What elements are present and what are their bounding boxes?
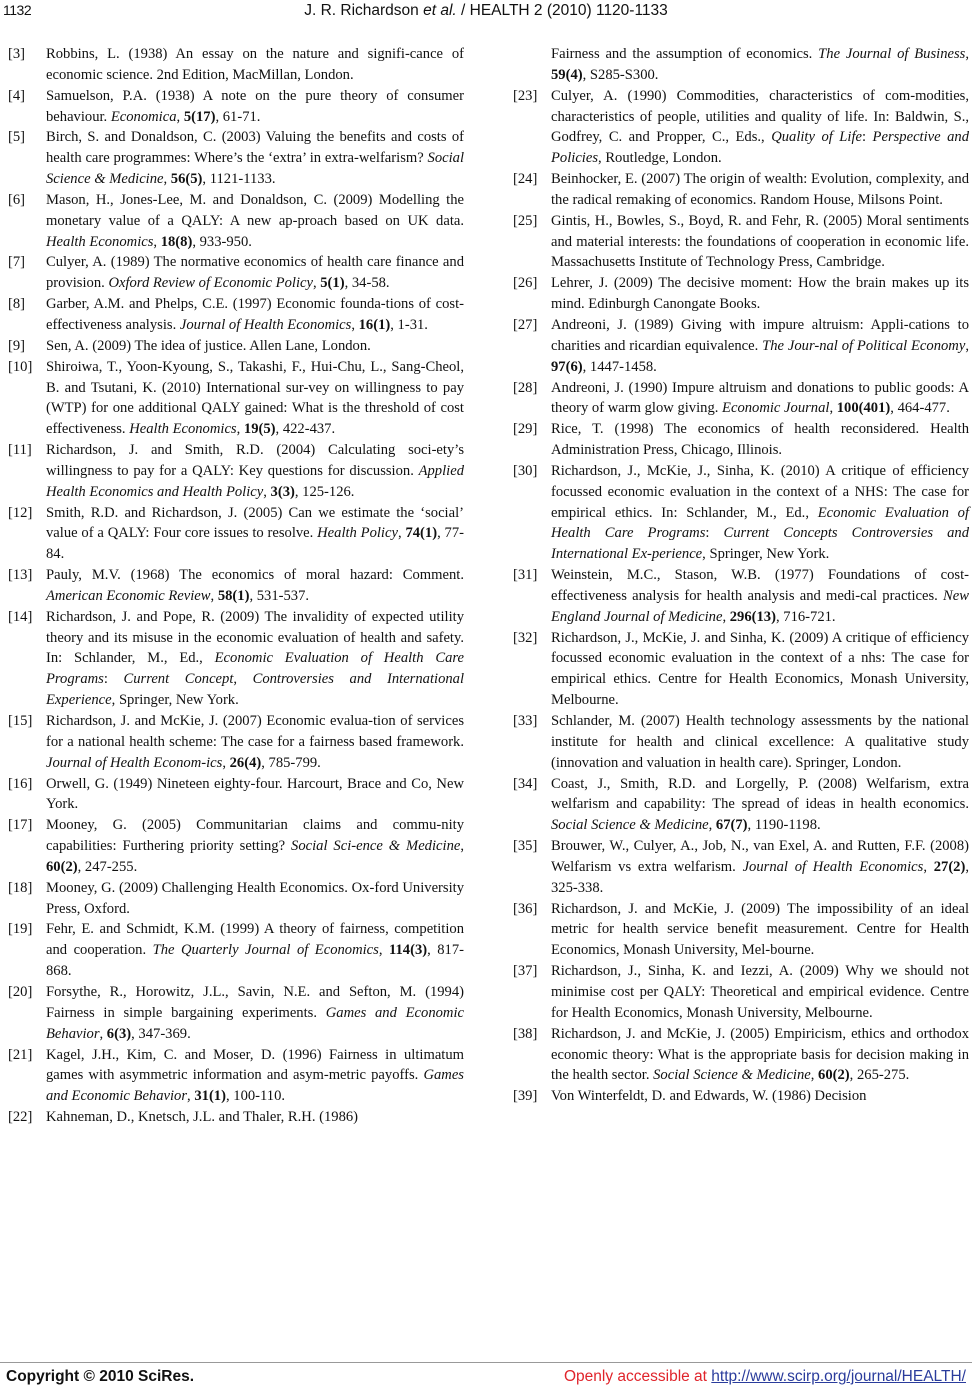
reference-number: [7] — [8, 254, 26, 271]
reference-segment: , 716-721. — [775, 608, 836, 625]
reference-source: Perspective and Policies — [551, 129, 969, 167]
reference-text — [551, 44, 969, 86]
reference-segment: , — [176, 108, 184, 125]
reference-volume: 114(3) — [389, 942, 428, 959]
reference-source: American Economic Review — [46, 587, 211, 604]
reference-segment: Garber, A.M. and Phelps, C.E. (1997) Economic founda-tions of cost-effectiveness analysis. — [46, 296, 464, 333]
reference-volume: 100(401) — [836, 400, 891, 417]
reference-number: [35] — [513, 838, 538, 855]
reference-source: Health Policy — [317, 525, 398, 542]
reference-source: Economic Evaluation of Health Care Programs — [551, 504, 970, 542]
reference-segment: , 34-58. — [344, 275, 390, 292]
reference-source: Games and Economic Behavior — [46, 1004, 464, 1042]
reference-number: [22] — [8, 1109, 33, 1126]
reference-source: Journal of Health Econom-ics — [46, 754, 223, 771]
reference-segment: , — [460, 838, 464, 855]
reference-item — [8, 190, 464, 253]
reference-number: [32] — [513, 629, 538, 646]
reference-number: [33] — [513, 713, 538, 729]
reference-volume: 5(1) — [320, 275, 345, 292]
reference-segment: , — [312, 275, 321, 292]
reference-text — [46, 336, 464, 357]
reference-volume: 74(1) — [405, 525, 438, 542]
reference-source: Applied Health Economics and Health Policy — [46, 462, 464, 500]
reference-segment: , — [378, 942, 389, 959]
reference-volume: 59(4) — [551, 66, 583, 83]
reference-number: [27] — [513, 316, 538, 333]
reference-text — [46, 1107, 464, 1128]
reference-source: Oxford Review of Economic Policy — [108, 275, 313, 292]
reference-segment: , 100-110. — [225, 1088, 286, 1105]
access-note — [564, 1368, 966, 1386]
reference-volume: 296(13) — [729, 608, 776, 625]
reference-segment: , 531-537. — [249, 587, 310, 604]
reference-text — [551, 273, 969, 315]
reference-text — [551, 378, 969, 420]
reference-segment: Culyer, A. (1990) Commodities, characteristics of com-modities, characteristics of people, utilities and quality of life. In: Baldwin, S., Godfrey, C. and Propper, C., Eds., — [551, 87, 969, 146]
reference-segment: Richardson, J. and Smith, R.D. (2004) Calculating soci-ety’s willingness to pay for a QALY: Key questions for discussion. — [46, 442, 464, 479]
reference-source: Current Concept — [123, 671, 234, 688]
reference-number: [15] — [8, 713, 33, 729]
reference-source: The Jour-nal of Political Economy — [762, 337, 966, 354]
reference-item — [8, 357, 464, 440]
reference-source: Economica — [110, 108, 177, 125]
reference-segment: Brouwer, W., Culyer, A., Job, N., van Exel, A. and Rutten, F.F. (2008) Welfarism vs extra welfarism. — [551, 838, 969, 875]
reference-segment: Andreoni, J. (1989) Giving with impure altruism: Appli-cations to charities and ricardian equivalence. — [551, 316, 969, 354]
reference-text — [46, 815, 464, 878]
reference-text — [551, 711, 969, 774]
reference-number: [29] — [513, 421, 538, 438]
reference-segment: , — [163, 171, 171, 188]
reference-text — [46, 919, 464, 982]
reference-number: [19] — [8, 921, 33, 938]
reference-number — [513, 44, 551, 86]
reference-item — [513, 774, 969, 837]
reference-number: [18] — [8, 879, 33, 896]
reference-source: Economic Journal — [722, 400, 830, 417]
reference-item — [8, 440, 464, 503]
reference-segment: , — [236, 421, 244, 438]
reference-item — [8, 815, 464, 878]
reference-segment: , 325-338. — [551, 858, 969, 896]
reference-number: [16] — [8, 775, 33, 792]
reference-volume: 6(3) — [106, 1025, 132, 1042]
reference-item — [513, 86, 969, 169]
reference-segment: , — [965, 337, 969, 354]
reference-number: [30] — [513, 462, 538, 479]
reference-number: [24] — [513, 171, 538, 188]
reference-text — [551, 774, 969, 837]
reference-segment: Mason, H., Jones-Lee, M. and Donaldson, C. (2009) Modelling the monetary value of a QALY: A new ap-proach based on UK data. — [46, 191, 464, 229]
reference-text — [551, 565, 969, 628]
reference-segment: Von Winterfeldt, D. and Edwards, W. (1986) Decision — [551, 1088, 867, 1105]
reference-source: Social Science & Medicine — [46, 150, 464, 188]
reference-segment: Richardson, J. and McKie, J. (2005) Empiricism, ethics and orthodox economic theory: What is the appropriate basis for decision making in the health sector. — [551, 1025, 969, 1084]
reference-text — [551, 211, 969, 274]
reference-segment: Orwell, G. (1949) Nineteen eighty-four. Harcourt, Brace and Co, New York. — [46, 775, 464, 813]
reference-segment: Coast, J., Smith, R.D. and Lorgelly, P. (2008) Welfarism, extra welfarism and capability: The spread of ideas in health economics. — [551, 775, 969, 813]
reference-source: Social Science & Medicine — [551, 817, 709, 834]
reference-text — [46, 190, 464, 253]
reference-segment: : — [103, 671, 124, 688]
references-left-column — [8, 44, 464, 1128]
reference-source: Economic Evaluation of Health Care Programs — [46, 650, 464, 688]
reference-text — [551, 899, 969, 962]
reference-segment: Robbins, L. (1938) An essay on the nature and signifi-cance of economic science. 2nd Edition, MacMillan, London. — [46, 46, 464, 83]
reference-segment: , — [810, 1067, 819, 1084]
reference-segment: Richardson, J. and McKie, J. (2007) Economic evalua-tion of services for a national health scheme: The case for a fairness based framework. — [46, 713, 464, 750]
reference-segment: , — [351, 316, 359, 333]
reference-segment: Fehr, E. and Schmidt, K.M. (1999) A theory of fairness, competition and cooperation. — [46, 921, 464, 959]
reference-segment: , S285-S300. — [582, 66, 659, 83]
reference-source: Social Sci-ence & Medicine — [291, 838, 461, 855]
reference-segment: , 422-437. — [275, 421, 336, 438]
reference-segment: Samuelson, P.A. (1938) A note on the pure theory of consumer behaviour. — [46, 87, 464, 125]
reference-segment: , 265-275. — [849, 1067, 910, 1084]
reference-text — [551, 836, 969, 899]
reference-segment: , 1190-1198. — [747, 817, 821, 834]
reference-item — [513, 565, 969, 628]
reference-volume: 27(2) — [933, 858, 966, 875]
reference-volume: 56(5) — [170, 171, 203, 188]
reference-text — [46, 1045, 464, 1108]
reference-text — [46, 44, 464, 86]
reference-item — [8, 86, 464, 128]
reference-item — [513, 1086, 969, 1107]
reference-text — [551, 86, 969, 169]
reference-text — [46, 357, 464, 440]
reference-number: [5] — [8, 129, 26, 146]
reference-segment: Shiroiwa, T., Yoon-Kyoung, S., Takashi, F., Hui-Chu, L., Sang-Cheol, B. and Tsutani, K. (2010) International sur-vey on willingness to pay (WTP) for one additional QALY gained: What is the threshold of cost effectiveness. — [46, 358, 464, 438]
reference-segment: Mooney, G. (2005) Communitarian claims and commu-nity capabilities: Furthering priority setting? — [46, 817, 464, 855]
reference-segment: , 785-799. — [261, 754, 321, 771]
reference-number: [11] — [8, 442, 32, 459]
reference-item — [8, 774, 464, 816]
reference-text — [46, 565, 464, 607]
reference-segment: Richardson, J., McKie, J. and Sinha, K. (2009) A critique of efficiency focussed economic evaluation in the context of a nhs: The case for empirical ethics. Centre for Health Economics, Monash University, Melbourne. — [551, 629, 969, 709]
reference-item — [513, 961, 969, 1024]
reference-source: The Quarterly Journal of Economics — [152, 942, 379, 959]
reference-text — [551, 461, 969, 565]
reference-segment: , — [222, 754, 230, 771]
reference-text — [551, 1086, 969, 1107]
reference-item — [513, 169, 969, 211]
reference-segment: Lehrer, J. (2009) The decisive moment: How the brain makes up its mind. Edinburgh Canongate Books. — [551, 275, 969, 313]
reference-segment: , Routledge, London. — [598, 150, 722, 167]
reference-text — [551, 1024, 969, 1087]
access-label: Openly accessible at — [563, 1368, 712, 1385]
reference-item — [8, 503, 464, 566]
reference-segment: , 933-950. — [192, 233, 252, 250]
reference-source: Current Concepts Controversies and International Ex-perience — [551, 525, 969, 563]
reference-number: [21] — [8, 1046, 33, 1063]
reference-source: Quality of Life — [771, 129, 862, 146]
reference-item — [8, 711, 464, 774]
reference-number: [25] — [513, 212, 538, 229]
reference-segment: , — [210, 587, 218, 604]
reference-item — [8, 127, 464, 190]
reference-number: [13] — [8, 567, 33, 584]
reference-segment: , 1447-1458. — [582, 358, 657, 375]
reference-number: [28] — [513, 379, 538, 396]
reference-volume: 3(3) — [270, 483, 295, 500]
reference-segment: , — [965, 46, 969, 62]
reference-source: Health Economics — [129, 421, 237, 438]
reference-item — [513, 211, 969, 274]
reference-number: [34] — [513, 775, 538, 792]
reference-volume: 18(8) — [160, 233, 193, 250]
reference-text — [46, 440, 464, 503]
reference-number: [9] — [8, 337, 26, 354]
reference-segment: Sen, A. (2009) The idea of justice. Allen Lane, London. — [46, 337, 371, 354]
reference-number: [37] — [513, 963, 538, 980]
reference-item — [513, 1024, 969, 1087]
reference-item — [513, 273, 969, 315]
reference-text — [46, 878, 464, 920]
reference-item — [8, 919, 464, 982]
reference-source: The Journal of Business — [818, 46, 966, 62]
reference-text — [46, 503, 464, 566]
reference-volume: 60(2) — [818, 1067, 850, 1084]
reference-text — [551, 419, 969, 461]
reference-item — [8, 1107, 464, 1128]
reference-segment: , Springer, New York. — [111, 692, 239, 709]
reference-text — [46, 294, 464, 336]
reference-number: [31] — [513, 567, 538, 584]
reference-text — [551, 315, 969, 378]
reference-text — [46, 252, 464, 294]
reference-segment: , 347-369. — [131, 1025, 191, 1042]
reference-segment: Birch, S. and Donaldson, C. (2003) Valuing the benefits and costs of health care programmes: Where’s the ‘extra’ in extra-welfarism? — [46, 129, 464, 167]
reference-item — [513, 378, 969, 420]
reference-segment: Forsythe, R., Horowitz, J.L., Savin, N.E. and Sefton, M. (1994) Fairness in simple bargaining experiments. — [46, 983, 464, 1021]
reference-segment: Kahneman, D., Knetsch, J.L. and Thaler, R.H. (1986) — [46, 1109, 359, 1126]
reference-number: [8] — [8, 296, 26, 313]
running-header — [0, 2, 972, 20]
reference-item — [8, 982, 464, 1045]
reference-volume: 58(1) — [217, 587, 250, 604]
reference-segment: Andreoni, J. (1990) Impure altruism and donations to public goods: A theory of warm glow giving. — [551, 379, 969, 417]
reference-segment: , 1-31. — [390, 316, 428, 333]
reference-number: [23] — [513, 87, 538, 104]
reference-segment: Schlander, M. (2007) Health technology assessments by the national institute for health and clinical excellence: A qualitative study (innovation and valuation in health care). Springer, London. — [551, 713, 969, 771]
page-number: 1132 — [3, 2, 32, 18]
reference-item — [8, 44, 464, 86]
reference-segment: Mooney, G. (2009) Challenging Health Economics. Ox-ford University Press, Oxford. — [46, 879, 464, 917]
reference-item — [8, 252, 464, 294]
reference-segment: , Springer, New York. — [702, 546, 830, 563]
reference-number: [26] — [513, 275, 538, 292]
reference-segment: Pauly, M.V. (1968) The economics of moral hazard: Comment. — [46, 567, 464, 584]
reference-segment: Richardson, J., Sinha, K. and Iezzi, A. (2009) Why we should not minimise cost per QALY: Theoretical and empirical evidence. Centre for Health Economics, Monash University, Melbourne. — [551, 963, 969, 1021]
reference-segment: , 61-71. — [215, 108, 261, 125]
reference-segment: Beinhocker, E. (2007) The origin of wealth: Evolution, complexity, and the radical remaking of economics. Random House, Milsons Point. — [551, 171, 969, 208]
reference-segment: Kagel, J.H., Kim, C. and Moser, D. (1996) Fairness in ultimatum games with asymmetric information and asym-metric payoffs. — [46, 1046, 464, 1084]
reference-text — [551, 961, 969, 1024]
reference-item — [8, 565, 464, 607]
reference-number: [17] — [8, 817, 33, 834]
reference-text — [46, 607, 464, 711]
reference-source: Journal of Health Economics — [742, 858, 924, 875]
reference-number: [6] — [8, 191, 26, 208]
reference-segment: , — [99, 1025, 107, 1042]
reference-number: [20] — [8, 983, 33, 1000]
reference-number: [4] — [8, 87, 26, 104]
reference-text — [551, 628, 969, 711]
reference-segment: , 247-255. — [77, 858, 138, 875]
reference-volume: 26(4) — [229, 754, 262, 771]
reference-item — [8, 607, 464, 711]
reference-segment: , 817-868. — [46, 942, 465, 980]
reference-text — [46, 982, 464, 1045]
reference-segment: Culyer, A. (1989) The normative economics of health care finance and provision. — [46, 254, 464, 292]
reference-number: [14] — [8, 608, 33, 625]
reference-segment: Smith, R.D. and Richardson, J. (2005) Can we estimate the ‘social’ value of a QALY: Four core issues to resolve. — [46, 504, 464, 542]
reference-segment: , — [923, 858, 934, 875]
header-authors: J. R. Richardson — [304, 2, 424, 19]
reference-segment: , — [829, 400, 837, 417]
reference-text — [46, 127, 464, 190]
journal-link[interactable]: http://www.scirp.org/journal/HEALTH/ — [711, 1368, 966, 1385]
reference-segment: Richardson, J., McKie, J., Sinha, K. (2010) A critique of efficiency focussed economic evaluation in the context of a NHS: The case for empirical ethics. In: Schlander, M., Ed., — [551, 462, 969, 521]
reference-source: Controversies and International Experience — [46, 671, 465, 709]
reference-segment: Weinstein, M.C., Stason, W.B. (1977) Foundations of cost-effectiveness analysis for health analysis and medi-cal practices. — [551, 567, 969, 604]
reference-segment: , 1121-1133. — [202, 171, 276, 188]
reference-segment: , 464-477. — [890, 400, 950, 417]
reference-item — [8, 1045, 464, 1108]
reference-item — [513, 461, 969, 565]
reference-segment: : — [705, 525, 724, 542]
reference-item — [8, 294, 464, 336]
reference-segment: : — [862, 129, 873, 146]
reference-number: [36] — [513, 900, 538, 917]
reference-item — [513, 899, 969, 962]
reference-text — [46, 774, 464, 816]
header-et-al: et al. — [423, 2, 457, 19]
reference-volume: 60(2) — [46, 858, 78, 875]
reference-segment: , — [397, 525, 406, 542]
footer-rule — [0, 1362, 972, 1363]
reference-item — [8, 878, 464, 920]
reference-volume: 97(6) — [551, 358, 583, 375]
reference-segment: Gintis, H., Bowles, S., Boyd, R. and Fehr, R. (2005) Moral sentiments and material interests: the foundations of cooperation in economic life. Massachusetts Institute of Technology Press, Cambridge. — [551, 212, 969, 271]
reference-volume: 31(1) — [194, 1088, 226, 1105]
reference-item — [513, 44, 969, 86]
reference-item — [513, 711, 969, 774]
reference-source: New England Journal of Medicine — [551, 587, 969, 625]
reference-source: Journal of Health Economics — [179, 316, 352, 333]
reference-segment: , — [233, 671, 253, 688]
reference-source: Games and Economic Behavior — [46, 1067, 464, 1105]
reference-source: Health Economics — [46, 233, 154, 250]
reference-text — [46, 711, 464, 774]
reference-segment: Richardson, J. and Pope, R. (2009) The invalidity of expected utility theory and its misuse in the economic evaluation of health and safety. In: Schlander, M., Ed., — [46, 608, 464, 667]
reference-number: [3] — [8, 46, 26, 62]
reference-volume: 16(1) — [358, 316, 391, 333]
reference-text — [46, 86, 464, 128]
reference-text — [551, 169, 969, 211]
reference-segment: , — [187, 1088, 195, 1105]
reference-number: [12] — [8, 504, 33, 521]
reference-number: [38] — [513, 1025, 538, 1042]
header-journal: / HEALTH 2 (2010) 1120-1133 — [456, 2, 668, 19]
reference-segment: , — [708, 817, 716, 834]
reference-volume: 5(17) — [183, 108, 216, 125]
copyright: Copyright © 2010 SciRes. — [6, 1368, 195, 1385]
reference-segment: , 77-84. — [46, 525, 464, 563]
reference-source: Social Science & Medicine — [653, 1067, 811, 1084]
reference-segment: , — [263, 483, 271, 500]
reference-segment: Rice, T. (1998) The economics of health reconsidered. Health Administration Press, Chicago, Illinois. — [551, 421, 969, 459]
reference-volume: 67(7) — [715, 817, 748, 834]
reference-volume: 19(5) — [243, 421, 276, 438]
reference-segment: , — [722, 608, 730, 625]
reference-item — [8, 336, 464, 357]
reference-number: [10] — [8, 358, 33, 375]
reference-item — [513, 419, 969, 461]
reference-item — [513, 628, 969, 711]
reference-number: [39] — [513, 1088, 538, 1105]
references-right-column — [513, 44, 969, 1107]
reference-item — [513, 836, 969, 899]
reference-segment: , 125-126. — [294, 483, 355, 500]
reference-segment: Richardson, J. and McKie, J. (2009) The impossibility of an ideal metric for health service benefit measurement. Centre for Health Economics, Monash University, Mel-bourne. — [551, 900, 969, 959]
reference-item — [513, 315, 969, 378]
reference-segment: Fairness and the assumption of economics. — [551, 46, 819, 62]
reference-segment: , — [153, 233, 161, 250]
